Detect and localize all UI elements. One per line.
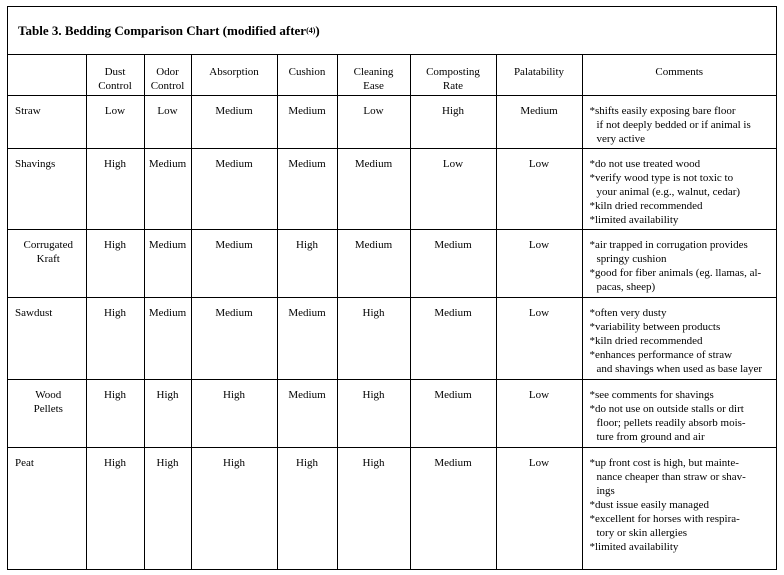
column-header-line: Rate [442, 80, 464, 92]
comments-cell [582, 447, 776, 569]
comment-continuation: if not deeply bedded or if animal is [596, 118, 751, 131]
rating-cell-palatability: Low [496, 447, 582, 569]
rating-cell-composting-rate: Medium [410, 379, 496, 447]
bedding-name-line: Straw [15, 104, 41, 117]
rating-cell-absorption: Medium [191, 297, 277, 379]
row-header-bedding-type [8, 379, 86, 447]
table-title: Table 3. Bedding Comparison Chart (modified after (4) ) [8, 7, 776, 55]
comment-bullet: *good for fiber animals (eg. llamas, al- [589, 266, 762, 279]
comment-continuation: and shavings when used as base layer [596, 362, 763, 375]
rating-cell-odor-control: Medium [144, 297, 191, 379]
rating-cell-dust-control: High [86, 447, 144, 569]
column-header-line: Palatability [513, 66, 565, 78]
rating-cell-odor-control: Medium [144, 229, 191, 297]
rating-cell-absorption: Medium [191, 229, 277, 297]
bedding-name-line: Corrugated [23, 238, 73, 251]
comment-bullet: *verify wood type is not toxic to [589, 171, 734, 184]
column-header-dust-control [86, 55, 144, 95]
column-header-comments [582, 55, 776, 95]
column-header-line: Comments [655, 66, 704, 78]
bedding-name-line: Pellets [33, 402, 63, 415]
comment-bullet: *variability between products [589, 320, 721, 333]
comment-bullet: *shifts easily exposing bare floor [589, 104, 736, 117]
bedding-name-line: Shavings [15, 157, 56, 170]
bedding-comparison-table-frame [7, 6, 777, 570]
bedding-name-line: Sawdust [15, 306, 53, 319]
comment-continuation: tory or skin allergies [596, 526, 688, 539]
comments-cell [582, 297, 776, 379]
comment-continuation: ings [596, 484, 615, 497]
comment-bullet: *kiln dried recommended [589, 334, 703, 347]
rating-cell-cushion: High [277, 447, 337, 569]
table-title-close: ) [315, 22, 320, 38]
column-header-absorption [191, 55, 277, 95]
header-cell-blank [8, 55, 86, 95]
rating-cell-dust-control: High [86, 297, 144, 379]
comments-cell [582, 379, 776, 447]
rating-cell-palatability: Low [496, 379, 582, 447]
rating-cell-dust-control: High [86, 148, 144, 229]
rating-cell-absorption: High [191, 447, 277, 569]
rating-cell-cushion: Medium [277, 379, 337, 447]
rating-cell-odor-control: Medium [144, 148, 191, 229]
column-header-odor-control [144, 55, 191, 95]
rating-cell-odor-control: Low [144, 95, 191, 148]
comment-bullet: *do not use treated wood [589, 157, 701, 170]
row-header-bedding-type [8, 95, 86, 148]
comments-cell [582, 229, 776, 297]
rating-cell-composting-rate: Medium [410, 229, 496, 297]
column-header-palatability [496, 55, 582, 95]
column-header-line: Composting [426, 66, 480, 78]
comment-continuation: floor; pellets readily absorb mois- [596, 416, 746, 429]
comments-cell [582, 148, 776, 229]
table-row [8, 447, 776, 569]
rating-cell-composting-rate: Low [410, 148, 496, 229]
comment-continuation: springy cushion [596, 252, 667, 265]
bedding-name-line: Wood [35, 388, 62, 401]
row-header-bedding-type [8, 229, 86, 297]
rating-cell-cleaning-ease: Medium [337, 148, 410, 229]
column-header-line: Dust [104, 66, 126, 78]
comment-bullet: *enhances performance of straw [589, 348, 733, 361]
rating-cell-composting-rate: Medium [410, 297, 496, 379]
rating-cell-cushion: Medium [277, 95, 337, 148]
rating-cell-palatability: Low [496, 229, 582, 297]
column-header-cleaning-ease [337, 55, 410, 95]
bedding-comparison-table [8, 55, 776, 569]
rating-cell-palatability: Low [496, 148, 582, 229]
comment-bullet: *excellent for horses with respira- [589, 512, 740, 525]
column-header-cushion [277, 55, 337, 95]
table-row [8, 148, 776, 229]
table-row [8, 95, 776, 148]
comment-bullet: *see comments for shavings [589, 388, 714, 401]
rating-cell-cleaning-ease: Low [337, 95, 410, 148]
rating-cell-odor-control: High [144, 379, 191, 447]
comment-bullet: *often very dusty [589, 306, 667, 319]
comment-bullet: *kiln dried recommended [589, 199, 703, 212]
rating-cell-composting-rate: High [410, 95, 496, 148]
row-header-bedding-type [8, 297, 86, 379]
rating-cell-absorption: Medium [191, 95, 277, 148]
rating-cell-cleaning-ease: Medium [337, 229, 410, 297]
comment-bullet: *air trapped in corrugation provides [589, 238, 748, 251]
rating-cell-cleaning-ease: High [337, 447, 410, 569]
column-header-line: Control [98, 80, 132, 92]
row-header-bedding-type [8, 148, 86, 229]
rating-cell-dust-control: Low [86, 95, 144, 148]
rating-cell-absorption: High [191, 379, 277, 447]
column-header-line: Absorption [209, 66, 259, 78]
table-row [8, 229, 776, 297]
comment-continuation: your animal (e.g., walnut, cedar) [596, 185, 741, 198]
rating-cell-cushion: Medium [277, 297, 337, 379]
comments-cell [582, 95, 776, 148]
comment-continuation: nance cheaper than straw or shav- [596, 470, 746, 483]
rating-cell-composting-rate: Medium [410, 447, 496, 569]
bedding-name-line: Peat [15, 456, 34, 469]
rating-cell-cleaning-ease: High [337, 297, 410, 379]
comment-bullet: *do not use on outside stalls or dirt [589, 402, 744, 415]
column-header-line: Control [150, 80, 185, 92]
table-row [8, 379, 776, 447]
comment-bullet: *limited availability [589, 213, 679, 226]
table-title-text: Table 3. Bedding Comparison Chart (modified after [18, 22, 307, 38]
column-header-line: Cleaning [353, 66, 394, 78]
column-header-line: Odor [156, 66, 179, 78]
header-row [8, 55, 776, 95]
rating-cell-dust-control: High [86, 379, 144, 447]
comment-bullet: *dust issue easily managed [589, 498, 709, 511]
row-header-bedding-type [8, 447, 86, 569]
comment-continuation: pacas, sheep) [596, 280, 656, 293]
comment-bullet: *up front cost is high, but mainte- [589, 456, 739, 469]
rating-cell-cushion: Medium [277, 148, 337, 229]
table-body [8, 95, 776, 569]
rating-cell-palatability: Medium [496, 95, 582, 148]
table-row [8, 297, 776, 379]
column-header-composting-rate [410, 55, 496, 95]
column-header-line: Ease [363, 80, 384, 92]
rating-cell-odor-control: High [144, 447, 191, 569]
column-header-line: Cushion [288, 66, 326, 78]
rating-cell-dust-control: High [86, 229, 144, 297]
bedding-name-line: Kraft [36, 252, 60, 265]
comment-continuation: ture from ground and air [596, 430, 705, 443]
rating-cell-cleaning-ease: High [337, 379, 410, 447]
table-header [8, 55, 776, 95]
rating-cell-absorption: Medium [191, 148, 277, 229]
comment-continuation: very active [596, 132, 646, 145]
comment-bullet: *limited availability [589, 540, 679, 553]
rating-cell-palatability: Low [496, 297, 582, 379]
rating-cell-cushion: High [277, 229, 337, 297]
